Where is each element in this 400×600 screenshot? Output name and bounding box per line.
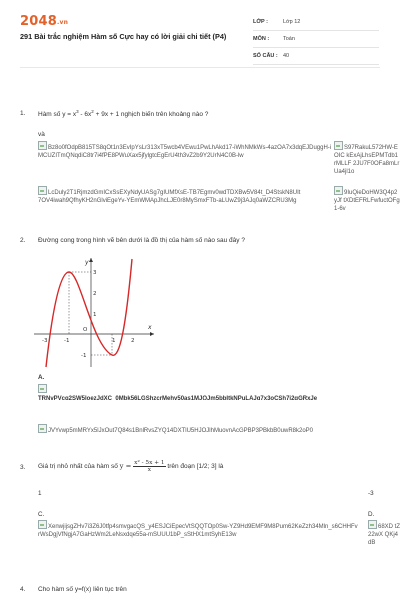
meta-value: Toán bbox=[283, 36, 295, 42]
option-image-c[interactable] bbox=[38, 186, 303, 220]
math-fraction bbox=[133, 460, 165, 473]
meta-row-count bbox=[253, 48, 379, 65]
tick-label: 3 bbox=[93, 270, 97, 276]
q3-text-pre: Giá trị nhỏ nhất của hàm số bbox=[38, 463, 120, 471]
broken-image-icon bbox=[334, 186, 343, 195]
image-alt-text: 68XD tZ22wX QKj4dB bbox=[368, 524, 400, 546]
option-label-a: A. bbox=[38, 374, 45, 381]
option-image-b[interactable] bbox=[38, 424, 400, 434]
q1-exp1: 3 bbox=[76, 109, 79, 114]
header-divider bbox=[20, 67, 380, 68]
q1-text-pre: Hàm số y = x bbox=[38, 111, 77, 119]
meta-value: 40 bbox=[283, 53, 290, 59]
question-text: Đường cong trong hình vẽ bên dưới là đồ thị của hàm số nào sau đây ? bbox=[38, 237, 245, 244]
origin-label: O bbox=[83, 327, 88, 333]
x-axis-arrow bbox=[150, 332, 154, 336]
image-alt-text: TRNvPVcq2SW5loezJdXC_0Mbk56LGShzcrMehv50as1MJQJm5bbItkNPuLAJq7x3oCSh7j2qGRxJe bbox=[38, 396, 318, 400]
question-number: 1. bbox=[20, 110, 26, 117]
broken-image-icon bbox=[38, 424, 47, 433]
option-image-d[interactable] bbox=[334, 186, 400, 220]
tick-label: 2 bbox=[93, 291, 97, 297]
and-word: và bbox=[38, 131, 45, 138]
question-number: 2. bbox=[20, 237, 26, 244]
tick-label: 1 bbox=[112, 338, 116, 344]
tick-label: 2 bbox=[131, 338, 135, 344]
q1-text-post: nghịch biến trên khoảng nào ? bbox=[119, 111, 209, 119]
image-alt-text: XenwjijsgZHv7i3Z6J0tfp4smvgacQS_y4ESJCiEpecVtSQQTOp0Sw-YZ9Hd9EMF9M8Pum62KeZzh34Mln_s6CHHFvrWsDgjVfNgjA7GaHzWm2LeNsxdqe55a-mSUUU1bP_sStHX1mtSyhE13w bbox=[38, 524, 358, 538]
option-label-d: D. bbox=[368, 511, 375, 518]
meta-key: LỚP : bbox=[253, 19, 268, 25]
q3-text-post: trên đoạn [1/2; 3] là bbox=[165, 463, 224, 471]
question-text: Cho hàm số y=f(x) liên tục trên bbox=[38, 586, 127, 593]
option-image-b[interactable] bbox=[334, 141, 400, 175]
q1-exp2: 2 bbox=[91, 109, 94, 114]
logo-text: 2048 bbox=[20, 14, 57, 29]
image-alt-text: S97RakuL572HW-EOIC kExAjLhsEPMTdb1rMLLF 2JU7F0OFa8mLrUa4jl1o bbox=[334, 145, 400, 175]
meta-row-subject bbox=[253, 31, 379, 48]
broken-image-icon bbox=[334, 141, 343, 150]
question-number: 3. bbox=[20, 464, 26, 471]
image-alt-text: JVYvwp5mMRYx5lJxOut7Q84s1BnlRvsZYQ14DXTlU5HJOJlhMuovnAcGPBP3PBkbB0uwR8k2oP0 bbox=[48, 428, 313, 434]
option-image-a[interactable] bbox=[38, 384, 400, 400]
option-b-value[interactable]: -3 bbox=[368, 490, 374, 497]
image-alt-text: Bz8o0fOdpB815TS8qOt1n3EvIpYsLr313xT5wcb4VEwu1PwLhAkd17-iWhNMkWs-4azOA7x3dqEJDuggH-iMCUZITmQNqdiC8tr7i4fPE8PWuXax5jfylgtcEgErU4th3vZ2b9Y2UrN4C0B-lw bbox=[38, 145, 332, 159]
math-y-equals: y = bbox=[119, 462, 132, 471]
tick-label: -1 bbox=[81, 353, 87, 359]
page-title: 291 Bài trắc nghiệm Hàm số Cực hay có lời giải chi tiết (P4) bbox=[20, 32, 227, 41]
image-alt-text: LcDuly2T1RjmzdGmICxSsEXyNdyUASg7gIUMfXsE-TB7Egmv0wdTDXBw5V84t_D4StskN8UIt7OV4iwah9QfhyKH2nGlviEgeYv-YEmWMApJhcLJE0r8MySmxFTb-aLUwZ9j3AJq0aWZCRU3Mg bbox=[38, 190, 301, 204]
question-text bbox=[38, 109, 208, 118]
option-image-d[interactable] bbox=[368, 520, 400, 554]
question-number: 4. bbox=[20, 586, 26, 593]
meta-key: MÔN : bbox=[253, 36, 270, 42]
cubic-curve bbox=[46, 259, 132, 367]
y-axis-arrow bbox=[89, 258, 93, 262]
option-a-value[interactable]: 1 bbox=[38, 490, 42, 497]
y-axis-label: y bbox=[85, 259, 89, 266]
image-alt-text: 9IuQieDoHW3Q4p2yJf tXDtEFRLFwfuctOFg1-6v bbox=[334, 190, 400, 212]
meta-value: Lớp 12 bbox=[283, 19, 301, 25]
q1-text-mid2: + 9x + 1 bbox=[93, 111, 120, 119]
meta-key: SỐ CÂU : bbox=[253, 53, 278, 59]
function-graph bbox=[32, 255, 156, 370]
logo-suffix: .vn bbox=[56, 19, 69, 26]
meta-row-class bbox=[253, 14, 379, 31]
fraction-denominator: x bbox=[147, 467, 152, 473]
site-logo[interactable] bbox=[20, 14, 68, 29]
option-label-c: C. bbox=[38, 511, 45, 518]
tick-label: -3 bbox=[42, 338, 48, 344]
x-axis-label: x bbox=[148, 324, 152, 331]
q1-text-mid1: - 6x bbox=[78, 111, 92, 119]
meta-table bbox=[253, 14, 379, 65]
fraction-numerator: x² - 5x + 1 bbox=[134, 460, 165, 466]
option-image-c[interactable] bbox=[38, 520, 358, 554]
broken-image-icon bbox=[38, 186, 47, 195]
question-text bbox=[38, 460, 223, 473]
option-image-a[interactable] bbox=[38, 141, 333, 175]
broken-image-icon bbox=[368, 520, 377, 529]
broken-image-icon bbox=[38, 520, 47, 529]
tick-label: -1 bbox=[64, 338, 70, 344]
tick-label: 1 bbox=[93, 312, 97, 318]
broken-image-icon bbox=[38, 384, 47, 393]
broken-image-icon bbox=[38, 141, 47, 150]
